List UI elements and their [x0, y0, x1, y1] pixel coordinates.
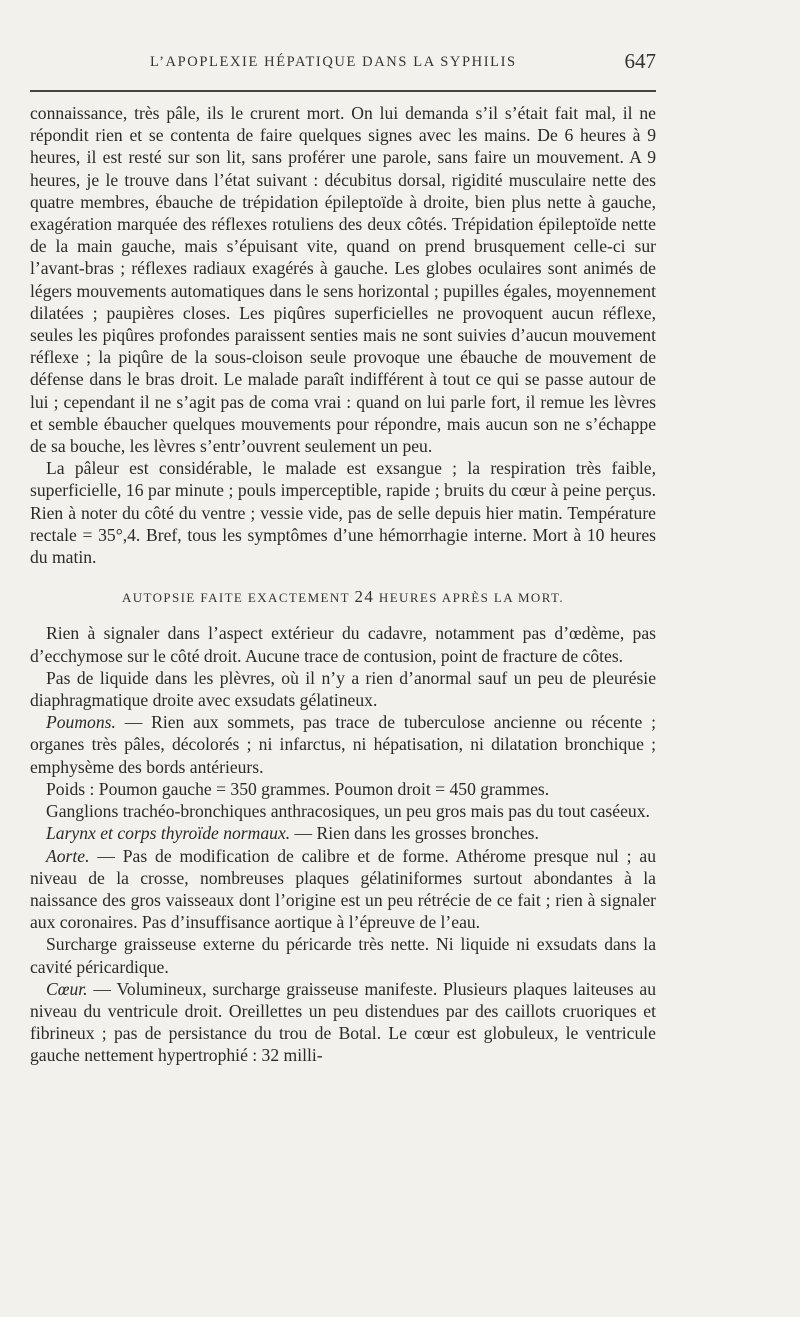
body-text [30, 102, 656, 1067]
lungs-label: Poumons. [46, 712, 116, 733]
page-number: 647 [624, 49, 656, 73]
paragraph-pleura: Pas de liquide dans les plèvres, où il n’y a rien d’anormal sauf un peu de pleurésie diaphragmatique droite avec exsudats gélatineux. [30, 667, 656, 711]
paragraph-pericardium: Surcharge graisseuse externe du péricarde très nette. Ni liquide ni exsudats dans la cavité péricardique. [30, 934, 656, 977]
header-rule [30, 90, 656, 92]
paragraph-larynx [30, 822, 656, 844]
paragraph-aorta [30, 845, 656, 934]
running-header [30, 48, 656, 78]
section-heading-part-a: AUTOPSIE FAITE EXACTEMENT [121, 590, 355, 606]
paragraph-ganglia: Ganglions trachéo-bronchiques anthracosiques, un peu gros mais pas du tout caséeux. [46, 801, 650, 822]
larynx-label: Larynx et corps thyroïde normaux. [46, 823, 291, 844]
paragraph-pallor: La pâleur est considérable, le malade est exsangue ; la respiration très faible, superficielle, 16 par minute ; pouls imperceptible, rapide ; bruits du cœur à peine perçus. Rien à noter du côté du ventre ; vessie vide, pas de selle depuis hier matin. Température rectale = 35°,4. Bref, tous les symptômes d’une hémorrhagie interne. Mort à 10 heures du matin. [30, 458, 656, 568]
section-heading-number: 24 [354, 587, 375, 607]
section-heading-part-b: HEURES APRÈS LA MORT. [374, 590, 565, 606]
lungs-text: — Rien aux sommets, pas trace de tuberculose ancienne ou récente ; organes très pâles, décolorés ; ni infarctus, ni hépatisation, ni dilatation bronchique ; emphysème des bords antérieurs. [30, 712, 656, 777]
paragraph-heart [30, 978, 656, 1067]
paragraph-clinical-state: connaissance, très pâle, ils le crurent mort. On lui demanda s’il s’était fait mal, il ne répondit rien et se contenta de faire quelques signes avec les mains. De 6 heures à 9 heures, il est resté sur son lit, sans proférer une parole, sans faire un mouvement. A 9 heures, je le trouve dans l’état suivant : décubitus dorsal, rigidité musculaire nette des quatre membres, ébauche de trépidation épileptoïde à droite, bien plus nette à gauche, exagération marquée des réflexes rotuliens des deux côtés. Trépidation épileptoïde nette de la main gauche, mais s’épuisant vite, quand on prend brusquement celle-ci sur l’avant-bras ; réflexes radiaux exagérés à gauche. Les globes oculaires sont animés de légers mouvements automatiques dans le sens horizontal ; pupilles égales, moyennement dilatées ; paupières closes. Les piqûres superficielles ne provoquent aucun réflexe, seules les piqûres profondes paraissent senties mais ne sont suivies d’aucun mouvement réflexe ; la piqûre de la sous-cloison seule provoque une ébauche de mouvement de défense dans le bras droit. Le malade paraît indifférent à tout ce qui se passe autour de lui ; cependant il ne s’agit pas de coma vrai : quand on lui parle fort, il remue les lèvres et semble ébaucher quelques mouvements pour répondre, mais aucun son ne s’échappe de sa bouche, les lèvres s’entr’ouvrent seulement un peu. [30, 103, 656, 457]
aorta-text: — Pas de modification de calibre et de forme. Athérome presque nul ; au niveau de la crosse, nombreuses plaques gélatiniformes surtout abondantes à la naissance des gros vaisseaux dont l’origine est un peu rétrécie de ce fait ; rien à signaler aux coronaires. Pas d’insuffisance aortique à l’épreuve de l’eau. [30, 845, 656, 933]
paragraph-lungs [30, 711, 656, 778]
paragraph-weights: Poids : Poumon gauche = 350 grammes. Poumon droit = 450 grammes. [46, 778, 550, 799]
running-title: L’APOPLEXIE HÉPATIQUE DANS LA SYPHILIS [150, 54, 517, 70]
larynx-text: — Rien dans les grosses bronches. [290, 823, 539, 844]
paragraph-exterior: Rien à signaler dans l’aspect extérieur du cadavre, notamment pas d’œdème, pas d’ecchymose sur le côté droit. Aucune trace de contusion, point de fracture de côtes. [30, 623, 656, 666]
section-heading-autopsy [30, 586, 656, 609]
heart-text: — Volumineux, surcharge graisseuse manifeste. Plusieurs plaques laiteuses au niveau du ventricule droit. Oreillettes un peu distendues par des caillots cruoriques et fibrineux ; pas de persistance du trou de Botal. Le cœur est globuleux, le ventricule gauche nettement hypertrophié : 32 milli- [30, 978, 656, 1066]
heart-label: Cœur. [46, 978, 88, 999]
aorta-label: Aorte. [46, 845, 90, 866]
